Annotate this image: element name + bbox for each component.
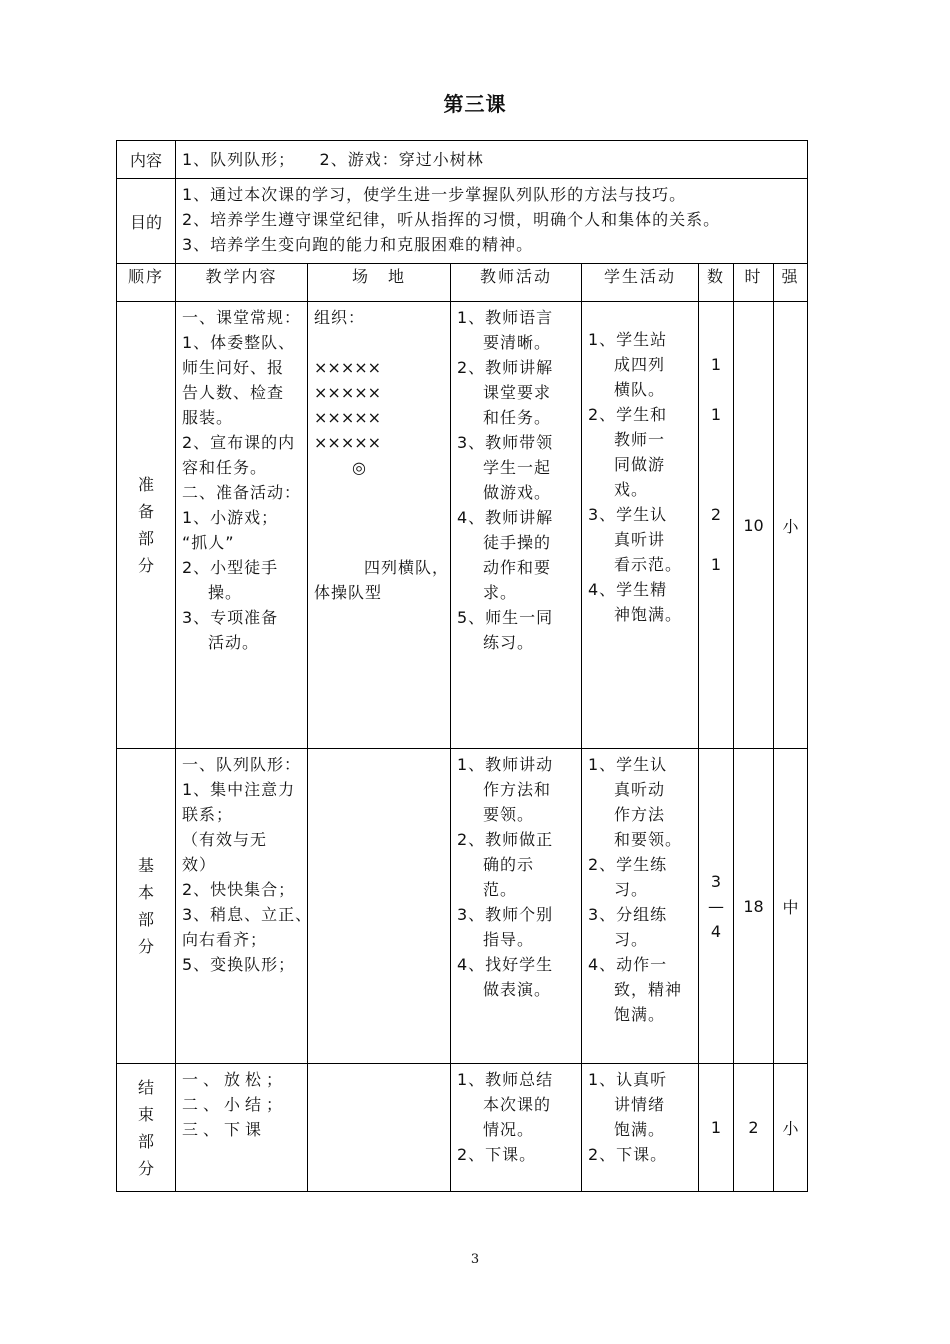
- main-venue: [308, 749, 451, 1064]
- header-content: 教学内容: [176, 264, 308, 302]
- end-content: 一、放松； 二、小结； 三、下课: [182, 1070, 288, 1139]
- venue-caption: 体操队型: [314, 583, 383, 602]
- main-teacher-activity: 1、教师讲动 作方法和 要领。 2、教师做正 确的示 范。 3、教师个别 指导。 4、找好学生 做表演。: [457, 755, 554, 999]
- prep-row: [117, 302, 808, 749]
- prep-venue: [308, 302, 450, 605]
- lesson-plan-table: [116, 140, 808, 1192]
- main-student-activity: 1、学生认 真听动 作方法 和要领。 2、学生练 习。 3、分组练 习。 4、动作一 致，精神 饱满。: [588, 755, 683, 1024]
- lesson-title: 第三课: [443, 92, 507, 116]
- header-time: 时: [734, 264, 774, 302]
- venue-caption: 四列横队，: [364, 558, 450, 577]
- formation-row: ×××××: [314, 358, 382, 377]
- venue-org-label: 组织：: [314, 308, 366, 327]
- page-number: 3: [470, 1252, 480, 1267]
- formation-row: ×××××: [314, 433, 382, 452]
- goal-label: 目的: [117, 179, 176, 264]
- goal-line: 2、培养学生遵守课堂纪律，听从指挥的习惯，明确个人和集体的关系。: [182, 210, 721, 229]
- end-row: [117, 1064, 808, 1192]
- end-intensity: 小: [774, 1064, 808, 1192]
- end-venue: [308, 1064, 451, 1192]
- header-student: 学生活动: [582, 264, 699, 302]
- end-time: 2: [734, 1064, 774, 1192]
- content-row: [117, 141, 808, 179]
- prep-intensity: 小: [774, 302, 808, 749]
- prep-content: 一、课堂常规： 1、体委整队、 师生问好、报 告人数、检查 服装。 2、宣布课的内 容和任务。 二、准备活动： 1、小游戏； “抓人” 2、小型徒手 操。 3、专项准备 活动。: [182, 308, 302, 652]
- goal-line: 1、通过本次课的学习，使学生进一步掌握队列队形的方法与技巧。: [182, 185, 687, 204]
- prep-student-activity: 1、学生站 成四列 横队。 2、学生和 教师一 同做游 戏。 3、学生认 真听讲 看示范。 4、学生精 神饱满。: [588, 330, 683, 624]
- header-count: 数: [699, 264, 734, 302]
- header-row: [117, 264, 808, 302]
- prep-time: 10: [734, 302, 774, 749]
- main-intensity: 中: [774, 749, 808, 1064]
- header-teacher: 教师活动: [451, 264, 582, 302]
- prep-count: 1 1 2 1: [710, 355, 722, 574]
- end-teacher-activity: 1、教师总结 本次课的 情况。 2、下课。: [457, 1070, 554, 1164]
- prep-label: 准 备 部 分: [117, 302, 176, 749]
- main-content: 一、队列队形： 1、集中注意力 联系； （有效与无 效） 2、快快集合； 3、稍息、立正、 向右看齐； 5、变换队形；: [182, 755, 313, 974]
- goal-line: 3、培养学生变向跑的能力和克服困难的精神。: [182, 235, 534, 254]
- prep-teacher-activity: 1、教师语言 要清晰。 2、教师讲解 课堂要求 和任务。 3、教师带领 学生一起 做游戏。 4、教师讲解 徒手操的 动作和要 求。 5、师生一同 练习。: [457, 308, 554, 652]
- main-row: [117, 749, 808, 1064]
- content-label: 内容: [117, 141, 176, 179]
- end-label: 结 束 部 分: [117, 1064, 176, 1192]
- teacher-position-mark: ◎: [352, 458, 367, 477]
- end-count: 1: [699, 1064, 734, 1192]
- goal-row: [117, 179, 808, 264]
- formation-row: ×××××: [314, 408, 382, 427]
- header-order: 顺序: [117, 264, 176, 302]
- main-time: 18: [734, 749, 774, 1064]
- header-venue: 场 地: [308, 264, 451, 302]
- formation-row: ×××××: [314, 383, 382, 402]
- header-intensity: 强: [774, 264, 808, 302]
- main-label: 基 本 部 分: [117, 749, 176, 1064]
- end-student-activity: 1、认真听 讲情绪 饱满。 2、下课。: [588, 1070, 668, 1164]
- main-count: 3 — 4: [699, 749, 734, 1064]
- content-text: 1、队列队形； 2、游戏：穿过小树林: [182, 150, 484, 169]
- goal-text: [176, 179, 807, 257]
